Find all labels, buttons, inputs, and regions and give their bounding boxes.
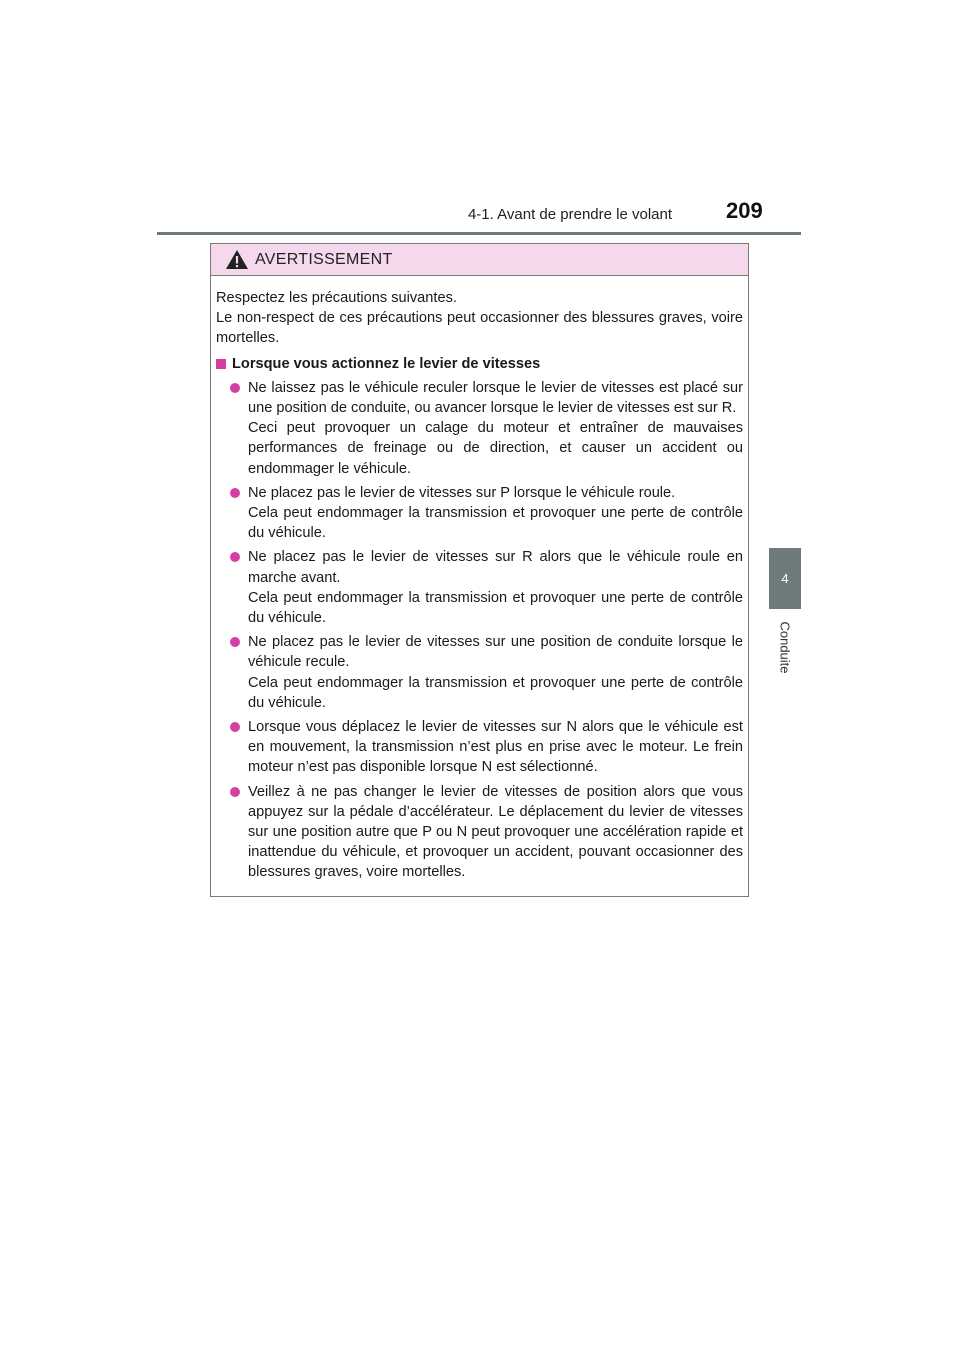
bullet-item (216, 782, 743, 883)
bullet-dot-icon (230, 787, 240, 797)
bullet-item (216, 378, 743, 479)
warning-box (210, 243, 749, 897)
section-title: 4-1. Avant de prendre le volant (467, 206, 672, 223)
bullet-dot-icon (230, 383, 240, 393)
bullet-dot-icon (230, 552, 240, 562)
bullet-text: Ne placez pas le levier de vitesses sur R alors que le véhicule roule en marche avant. (248, 549, 743, 586)
bullet-item (216, 547, 743, 628)
warning-triangle-icon (225, 249, 249, 270)
square-bullet-icon (216, 359, 226, 369)
bullet-text: Ne placez pas le levier de vitesses sur une position de conduite lorsque le véhicule recule. (248, 634, 743, 671)
warning-header (211, 244, 748, 276)
warning-title: AVERTISSEMENT (255, 250, 393, 268)
bullet-text: Cela peut endommager la transmission et provoquer une perte de contrôle du véhicule. (248, 674, 743, 711)
subheading-text: Lorsque vous actionnez le levier de vitesses (232, 355, 541, 372)
bullet-item (216, 483, 743, 544)
bullet-text: Ceci peut provoquer un calage du moteur et entraîner de mauvaises performances de freinage ou de direction, et causer un accident ou endommager le véhicule. (248, 420, 743, 477)
bullet-text: Ne placez pas le levier de vitesses sur P lorsque le véhicule roule. (248, 484, 676, 501)
chapter-label (769, 612, 801, 682)
bullet-text: Ne laissez pas le véhicule reculer lorsque le levier de vitesses est placé sur une position de conduite, ou avancer lorsque le levier de vitesses est sur R. (248, 379, 743, 417)
page-number: 209 (726, 198, 763, 223)
bullet-text: Cela peut endommager la transmission et provoquer une perte de contrôle du véhicule. (248, 589, 743, 627)
bullet-dot-icon (230, 488, 240, 498)
bullet-item (216, 717, 743, 778)
subheading (216, 354, 743, 374)
header-rule (157, 232, 801, 235)
intro-line: Le non-respect de ces précautions peut occasionner des blessures graves, voire mortelles. (216, 310, 743, 347)
intro-line: Respectez les précautions suivantes. (216, 290, 457, 306)
bullet-text: Lorsque vous déplacez le levier de vitesses sur N alors que le véhicule est en mouvement, la transmission n’est plus en prise avec le moteur. Le frein moteur n’est pas disponible lorsque N est sélectionné. (248, 719, 743, 776)
warning-intro (216, 288, 743, 349)
chapter-tab: 4 (769, 548, 801, 609)
bullet-dot-icon (230, 722, 240, 732)
bullet-text: Cela peut endommager la transmission et provoquer une perte de contrôle du véhicule. (248, 505, 743, 542)
chapter-label-text: Conduite (777, 620, 793, 674)
bullet-dot-icon (230, 637, 240, 647)
warning-body (211, 276, 748, 883)
bullet-text: Veillez à ne pas changer le levier de vitesses de position alors que vous appuyez sur la pédale d’accélérateur. Le déplacement du levier de vitesses sur une position autre que P ou N peut provoquer une accélération rapide et inattendue du véhicule, et provoquer un accident, pouvant occasionner des blessures graves, voire mortelles. (248, 783, 743, 881)
bullet-item (216, 632, 743, 713)
